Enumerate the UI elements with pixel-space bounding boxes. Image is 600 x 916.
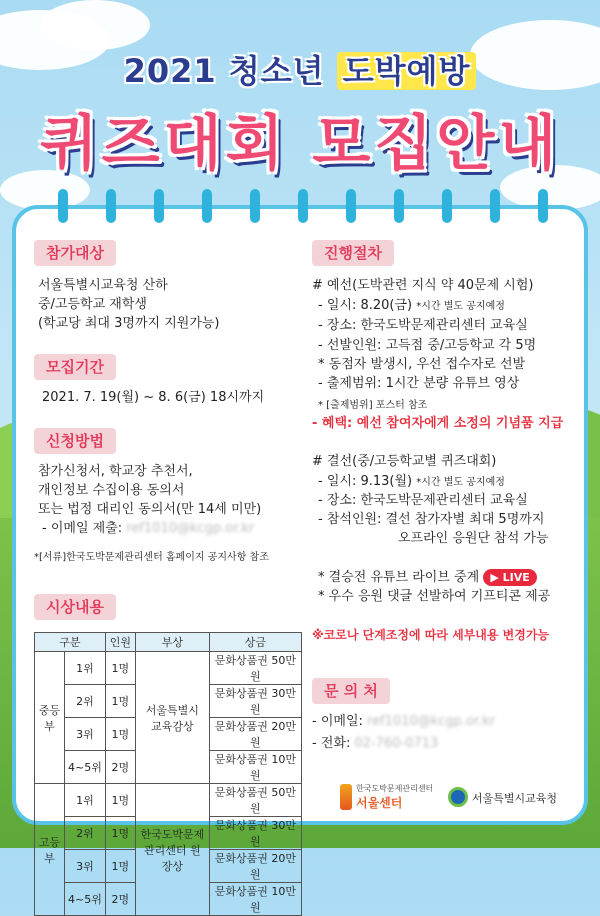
title-highlight: 도박예방 <box>337 52 477 90</box>
binder-ring <box>298 189 308 223</box>
live-badge: ▶ LIVE <box>483 569 536 586</box>
prize-cell: 문화상품권 30만원 <box>209 685 301 718</box>
prize-cell: 문화상품권 30만원 <box>209 817 301 850</box>
prelim-heading: # 예선(도박관련 지식 약 40문제 시험) <box>312 278 534 293</box>
final-date-note: *시간 별도 공지예정 <box>416 477 505 488</box>
contact-phone-row <box>312 734 438 753</box>
apply-note: *[서류]한국도박문제관리센터 홈페이지 공지사항 참조 <box>34 552 269 563</box>
prelim-scope-note: * [출제범위] 포스터 참조 <box>318 400 428 411</box>
binder-ring <box>106 189 116 223</box>
binder-ring <box>58 189 68 223</box>
rank-cell: 3위 <box>65 850 106 883</box>
division-cell: 고등부 <box>35 784 65 916</box>
final-gift: * 우수 응원 댓글 선발하여 기프티콘 제공 <box>318 589 551 604</box>
final-members: - 참석인원: 결선 참가자별 최대 5명까지 <box>318 512 545 527</box>
prize-cell: 문화상품권 50만원 <box>209 784 301 817</box>
prize-cell: 문화상품권 20만원 <box>209 850 301 883</box>
table-header-cell: 부상 <box>135 633 209 652</box>
prelim-place: - 장소: 한국도박문제관리센터 교육실 <box>318 318 528 333</box>
kcgp-logo-line1: 한국도박문제관리센터 <box>356 784 434 793</box>
covid-notice: ※코로나 단계조정에 따라 세부내용 변경가능 <box>312 628 550 642</box>
count-cell: 1명 <box>105 652 135 685</box>
award-cell: 한국도박문제 관리센터 원장상 <box>135 784 209 916</box>
awards-table <box>34 632 302 916</box>
rank-cell: 2위 <box>65 817 106 850</box>
rank-cell: 3위 <box>65 718 106 751</box>
apply-line: 개인정보 수집이용 동의서 <box>38 483 185 498</box>
binder-ring <box>442 189 452 223</box>
final-members-cont: 오프라인 응원단 참석 가능 <box>398 531 549 546</box>
seoul-edu-logo-icon <box>448 787 468 807</box>
contact-email-label: - 이메일: <box>312 714 368 729</box>
final-place: - 장소: 한국도박문제관리센터 교육실 <box>318 493 528 508</box>
rank-cell: 2위 <box>65 685 106 718</box>
section-title-period: 모집기간 <box>34 354 116 380</box>
rank-cell: 1위 <box>65 784 106 817</box>
count-cell: 1명 <box>105 784 135 817</box>
seoul-edu-logo-text: 서울특별시교육청 <box>472 792 558 805</box>
apply-email-value: ref1010@kcgp.or.kr <box>126 521 255 536</box>
prize-cell: 문화상품권 20만원 <box>209 718 301 751</box>
binder-ring <box>346 189 356 223</box>
table-header-cell: 상금 <box>209 633 301 652</box>
binder-ring <box>250 189 260 223</box>
participants-line: (학교당 최대 3명까지 지원가능) <box>38 316 220 331</box>
binder-ring <box>394 189 404 223</box>
section-title-participants: 참가대상 <box>34 240 116 266</box>
count-cell: 1명 <box>105 817 135 850</box>
section-title-contact: 문 의 처 <box>312 678 390 704</box>
prize-cell: 문화상품권 10만원 <box>209 751 301 784</box>
binder-ring <box>202 189 212 223</box>
count-cell: 2명 <box>105 751 135 784</box>
table-header-cell: 인원 <box>105 633 135 652</box>
final-date: - 일시: 9.13(월) <box>318 474 413 489</box>
contact-phone-value: 02-760-0713 <box>354 736 439 751</box>
title-prefix: 2021 청소년 <box>123 52 337 90</box>
cloud-decoration <box>40 0 150 50</box>
apply-line: 참가신청서, 학교장 추천서, <box>38 464 193 479</box>
apply-email-row <box>42 519 254 538</box>
live-badge-label: LIVE <box>502 571 530 584</box>
binder-ring <box>154 189 164 223</box>
count-cell: 1명 <box>105 850 135 883</box>
poster-title-line1 <box>0 46 600 92</box>
contact-phone-label: - 전화: <box>312 736 355 751</box>
section-title-apply: 신청방법 <box>34 428 116 454</box>
section-title-awards: 시상내용 <box>34 594 116 620</box>
prize-cell: 문화상품권 50만원 <box>209 652 301 685</box>
prize-cell: 문화상품권 10만원 <box>209 883 301 916</box>
final-date-row <box>318 472 505 492</box>
section-title-procedure: 진행절차 <box>312 240 394 266</box>
final-live: * 결승전 유튜브 라이브 중계 <box>318 570 480 585</box>
final-live-row <box>318 568 537 587</box>
count-cell: 1명 <box>105 685 135 718</box>
table-row <box>35 784 302 817</box>
apply-email-label: - 이메일 제출: <box>42 521 127 536</box>
apply-line: 또는 법정 대리인 동의서(만 14세 미만) <box>38 502 262 517</box>
binder-ring <box>490 189 500 223</box>
participants-line: 서울특별시교육청 산하 <box>38 278 168 293</box>
prelim-date: - 일시: 8.20(금) <box>318 298 413 313</box>
period-text: 2021. 7. 19(월) ~ 8. 6(금) 18시까지 <box>42 390 265 405</box>
kcgp-logo-icon <box>340 784 352 810</box>
final-heading: # 결선(중/고등학교별 퀴즈대회) <box>312 454 497 469</box>
table-header-cell: 구분 <box>35 633 106 652</box>
rank-cell: 4~5위 <box>65 883 106 916</box>
rank-cell: 1위 <box>65 652 106 685</box>
prelim-scope: - 출제범위: 1시간 분량 유튜브 영상 <box>318 376 520 391</box>
table-row <box>35 652 302 685</box>
contact-email-value: ref1010@kcgp.or.kr <box>367 714 496 729</box>
participants-line: 중/고등학교 재학생 <box>38 297 147 312</box>
table-header-row <box>35 633 302 652</box>
rank-cell: 4~5위 <box>65 751 106 784</box>
prelim-select: - 선발인원: 고득점 중/고등학교 각 5명 <box>318 338 537 353</box>
prelim-tie: * 동점자 발생시, 우선 접수자로 선발 <box>318 357 526 372</box>
prelim-date-note: *시간 별도 공지예정 <box>416 301 505 312</box>
division-cell: 중등부 <box>35 652 65 784</box>
poster-title-line2: 퀴즈대회 모집안내 <box>39 109 561 179</box>
count-cell: 2명 <box>105 883 135 916</box>
binder-ring <box>538 189 548 223</box>
prelim-date-row <box>318 296 505 316</box>
count-cell: 1명 <box>105 718 135 751</box>
kcgp-logo-line2: 서울센터 <box>356 796 403 810</box>
prelim-benefit: - 혜택: 예선 참여자에게 소정의 기념품 지급 <box>312 416 564 431</box>
contact-email-row <box>312 712 495 731</box>
award-cell: 서울특별시 교육감상 <box>135 652 209 784</box>
